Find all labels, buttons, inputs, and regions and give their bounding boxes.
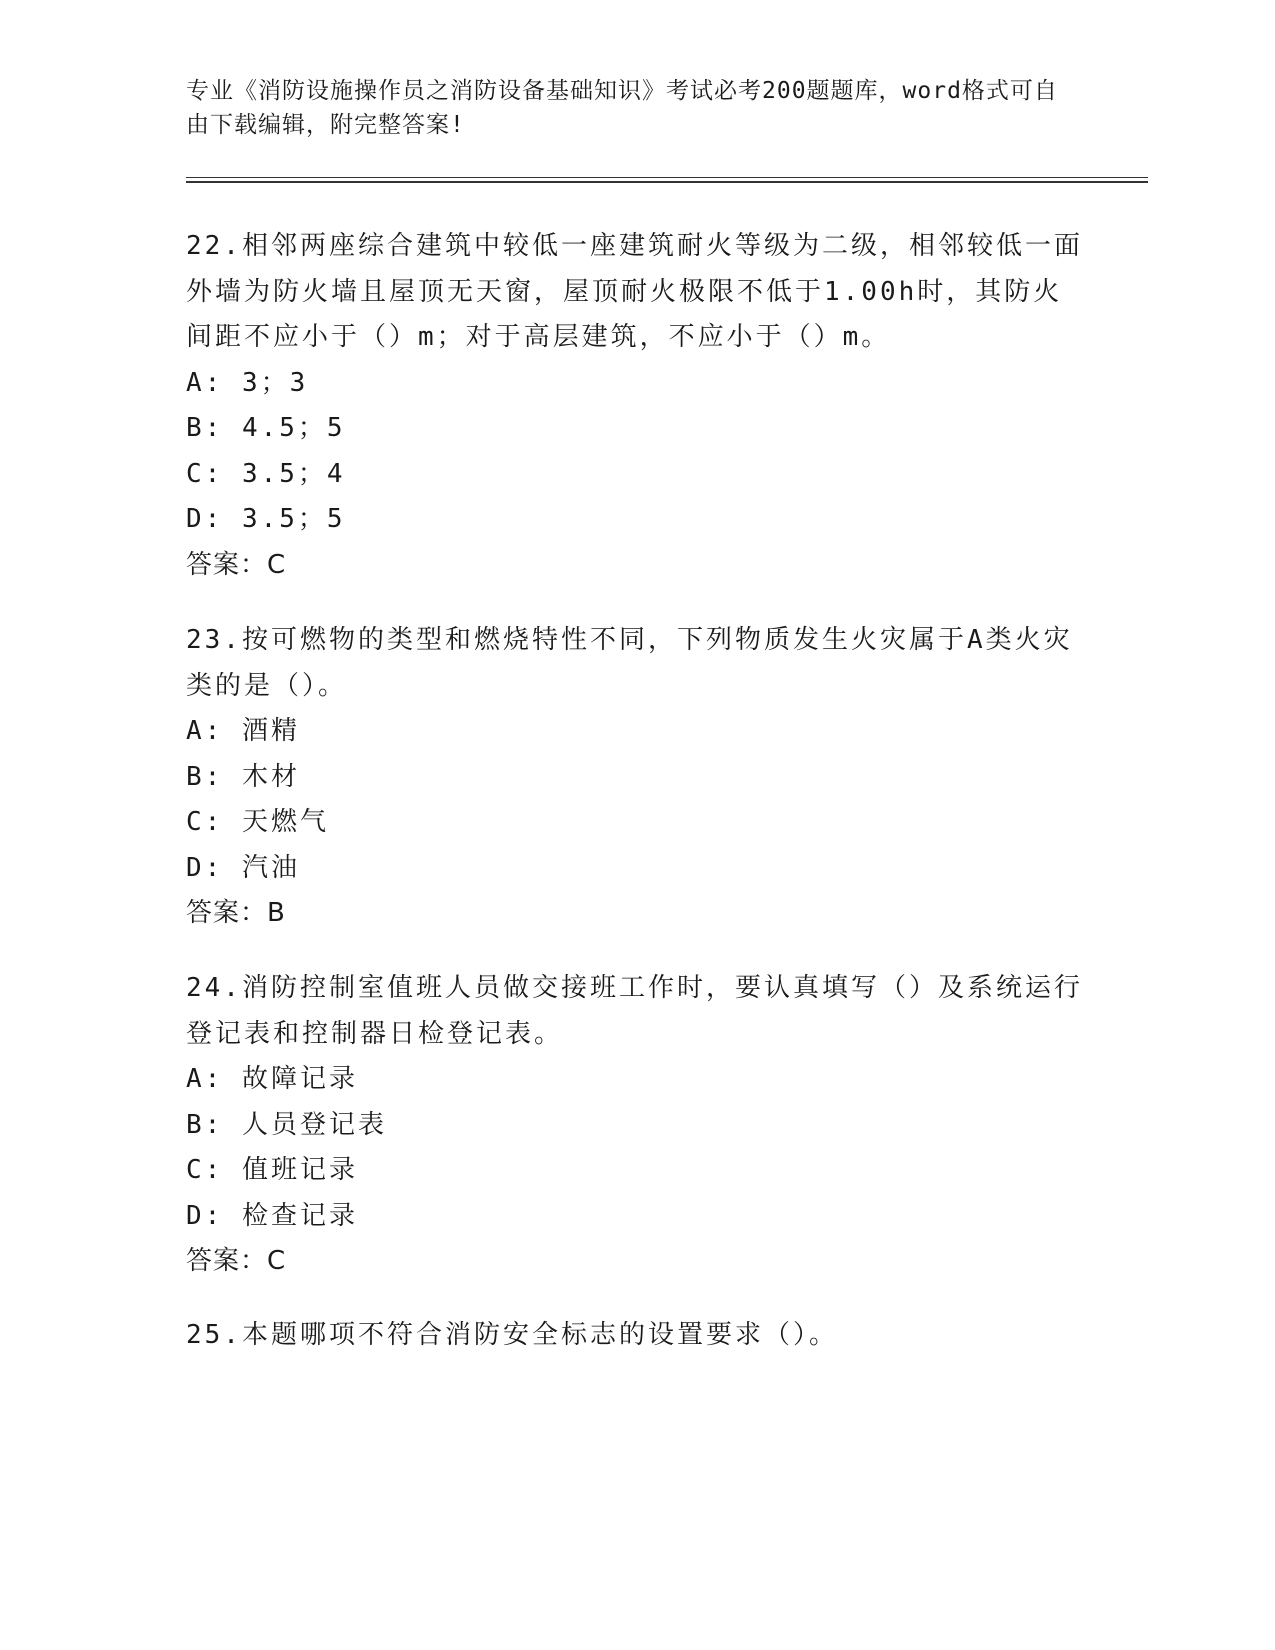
option-b: B: 木材 bbox=[186, 761, 300, 792]
question-23 bbox=[186, 618, 1086, 937]
option-b: B: 4.5；5 bbox=[186, 413, 346, 443]
answer: 答案：C bbox=[186, 549, 287, 580]
question-stem: 25.本题哪项不符合消防安全标志的设置要求（）。 bbox=[186, 1320, 838, 1350]
question-stem: 22.相邻两座综合建筑中较低一座建筑耐火等级为二级，相邻较低一面外墙为防火墙且屋顶无天窗，屋顶耐火极限不低于1.00h时，其防火间距不应小于（）m；对于高层建筑，不应小于（）m。 bbox=[186, 231, 1083, 352]
question-stem: 23.按可燃物的类型和燃烧特性不同，下列物质发生火灾属于A类火灾类的是（）。 bbox=[186, 625, 1073, 701]
option-c: C: 天燃气 bbox=[186, 807, 329, 837]
header-double-rule bbox=[186, 177, 1148, 183]
option-d: D: 汽油 bbox=[186, 852, 300, 883]
option-a: A: 故障记录 bbox=[186, 1064, 358, 1094]
option-c: C: 3.5；4 bbox=[186, 458, 346, 489]
question-22 bbox=[186, 224, 1086, 588]
option-a: A: 酒精 bbox=[186, 716, 300, 746]
question-24 bbox=[186, 966, 1086, 1285]
document-header: 专业《消防设施操作员之消防设备基础知识》考试必考200题题库，word格式可自由下载编辑，附完整答案! bbox=[186, 78, 1058, 138]
option-a: A: 3；3 bbox=[186, 367, 309, 398]
option-b: B: 人员登记表 bbox=[186, 1109, 387, 1140]
option-d: D: 检查记录 bbox=[186, 1200, 358, 1231]
answer: 答案：B bbox=[186, 898, 286, 928]
answer: 答案：C bbox=[186, 1246, 287, 1276]
question-stem: 24.消防控制室值班人员做交接班工作时，要认真填写（）及系统运行登记表和控制器日检登记表。 bbox=[186, 973, 1083, 1049]
option-c: C: 值班记录 bbox=[186, 1155, 358, 1185]
option-d: D: 3.5；5 bbox=[186, 504, 346, 534]
question-25 bbox=[186, 1313, 1086, 1359]
